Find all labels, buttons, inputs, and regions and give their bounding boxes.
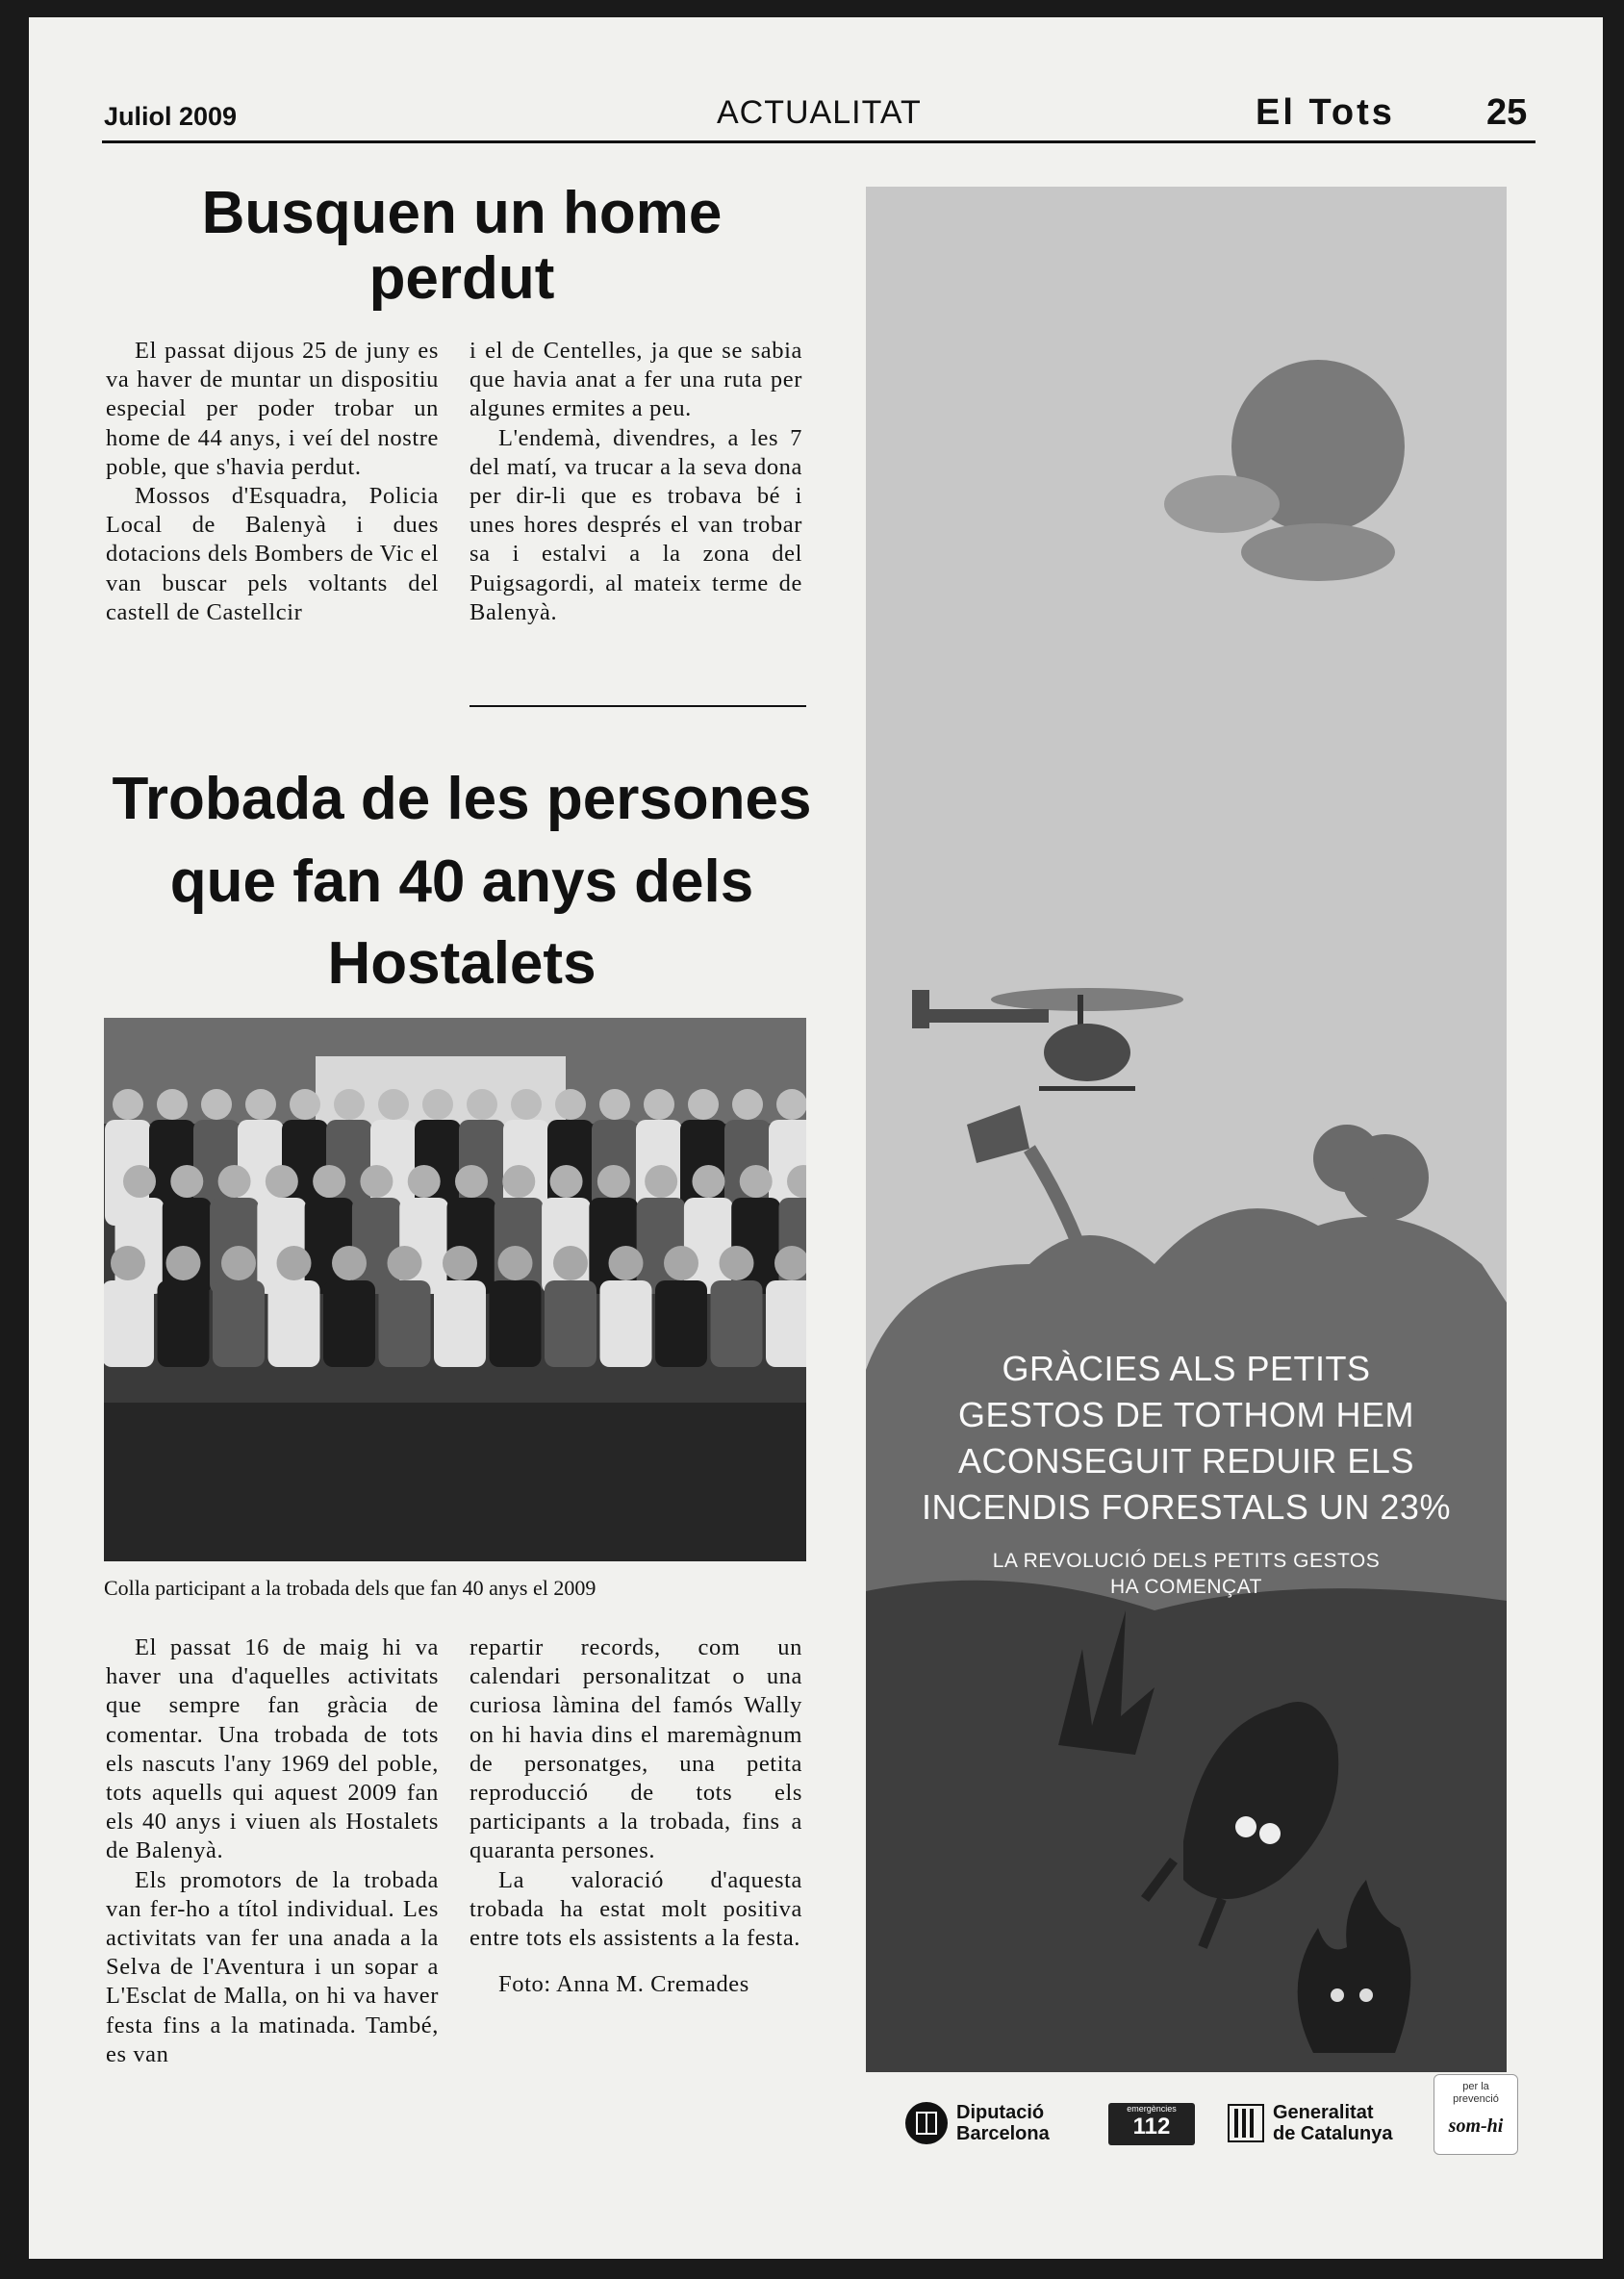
article-divider bbox=[469, 705, 806, 707]
emergency-number: 112 bbox=[1132, 2114, 1171, 2140]
article2-paragraph: La valoració d'aquesta trobada ha estat molt positiva entre tots els assistents a la festa. bbox=[469, 1866, 802, 1952]
ad-line: ACONSEGUIT REDUIR ELS bbox=[958, 1441, 1414, 1481]
diputacio-seal-icon bbox=[904, 2101, 949, 2145]
article2-column-2 bbox=[469, 1633, 802, 1999]
publication-name: El Tots bbox=[1256, 92, 1395, 133]
generalitat-region: de Catalunya bbox=[1273, 2123, 1393, 2144]
article1-column-1 bbox=[106, 337, 439, 627]
ad-subline bbox=[895, 1548, 1478, 1600]
article1-paragraph: i el de Centelles, ja que se sabia que havia anat a fer una ruta per algunes ermites a peu. bbox=[469, 338, 802, 422]
diputacio-name: Diputació bbox=[956, 2102, 1045, 2123]
photo-credit: Foto: Anna M. Cremades bbox=[498, 1971, 749, 1998]
generalitat-logo bbox=[1227, 2101, 1392, 2145]
ad-message bbox=[895, 1346, 1478, 1600]
prevention-line-2: prevenció bbox=[1453, 2093, 1499, 2105]
diputacio-place: Barcelona bbox=[956, 2123, 1050, 2144]
header-rule bbox=[102, 140, 1535, 143]
group-photo bbox=[104, 1018, 806, 1561]
ad-subline-1: LA REVOLUCIÓ DELS PETITS GESTOS bbox=[992, 1550, 1381, 1572]
emergency-112-logo bbox=[1108, 2103, 1195, 2145]
prevention-logo bbox=[1434, 2074, 1518, 2155]
generalitat-name: Generalitat bbox=[1273, 2102, 1374, 2123]
fire-prevention-ad bbox=[866, 187, 1507, 2072]
article2-title: Trobada de les persones que fan 40 anys dels Hostalets bbox=[112, 766, 812, 998]
newspaper-page bbox=[29, 17, 1603, 2259]
article1-paragraph: L'endemà, divendres, a les 7 del matí, va trucar a la seva dona per dir-li que es trobava bé i unes hores després el van trobar sa i estalvi a la zona del Puigsagordi, al mateix terme de Balenyà. bbox=[469, 424, 802, 625]
article2-paragraph: repartir records, com un calendari personalitzat o una curiosa làmina del famós Wally on hi havia dins el maremàgnum de personatges, una petita reproducció de tots els participants a la trobada, fins a quaranta persones. bbox=[469, 1634, 802, 1864]
issue-date: Juliol 2009 bbox=[104, 102, 238, 131]
emergency-label: emergències bbox=[1127, 2104, 1177, 2114]
article1-column-2 bbox=[469, 337, 802, 627]
ad-subline-2: HA COMENÇAT bbox=[1110, 1576, 1262, 1598]
group-photo-image bbox=[104, 1018, 806, 1561]
article2-paragraph: Els promotors de la trobada van fer-ho a títol individual. Les activitats van fer una anada a la Selva de l'Aventura i un sopar a L'Esclat de Malla, on hi va haver festa fins a la matinada. També, es van bbox=[106, 1866, 439, 2067]
sponsor-logos bbox=[875, 2081, 1530, 2163]
prevention-line-1: per la bbox=[1462, 2081, 1489, 2092]
article1-paragraph: Mossos d'Esquadra, Policia Local de Balenyà i dues dotacions dels Bombers de Vic el van buscar pels voltants del castell de Castellcir bbox=[106, 483, 439, 625]
generalitat-flag-icon bbox=[1227, 2101, 1265, 2145]
diputacio-logo bbox=[904, 2101, 1050, 2145]
photo-caption: Colla participant a la trobada dels que fan 40 anys el 2009 bbox=[104, 1576, 596, 1600]
page-number: 25 bbox=[1486, 92, 1528, 133]
article1-paragraph: El passat dijous 25 de juny es va haver de muntar un dispositiu especial per poder trobar un home de 44 anys, i veí del nostre poble, que s'havia perdut. bbox=[106, 338, 439, 480]
article2-column-1 bbox=[106, 1633, 439, 2069]
article1-title: Busquen un home perdut bbox=[201, 180, 723, 313]
article2-paragraph: El passat 16 de maig hi va haver una d'aquelles activitats que sempre fan gràcia de comentar. Una trobada de tots els nascuts l'any 1969 del poble, tots aquells qui aquest 2009 fan els 40 anys i viuen als Hostalets de Balenyà. bbox=[106, 1634, 439, 1864]
cloud-icon bbox=[1164, 475, 1280, 533]
ad-line: GRÀCIES ALS PETITS bbox=[1002, 1349, 1371, 1388]
cloud-icon bbox=[1241, 523, 1395, 581]
section-title: ACTUALITAT bbox=[717, 94, 922, 131]
ad-line: INCENDIS FORESTALS UN 23% bbox=[922, 1487, 1451, 1527]
prevention-brand: som-hi bbox=[1448, 2115, 1504, 2137]
ad-line: GESTOS DE TOTHOM HEM bbox=[957, 1395, 1415, 1434]
ad-illustration bbox=[866, 187, 1507, 2072]
